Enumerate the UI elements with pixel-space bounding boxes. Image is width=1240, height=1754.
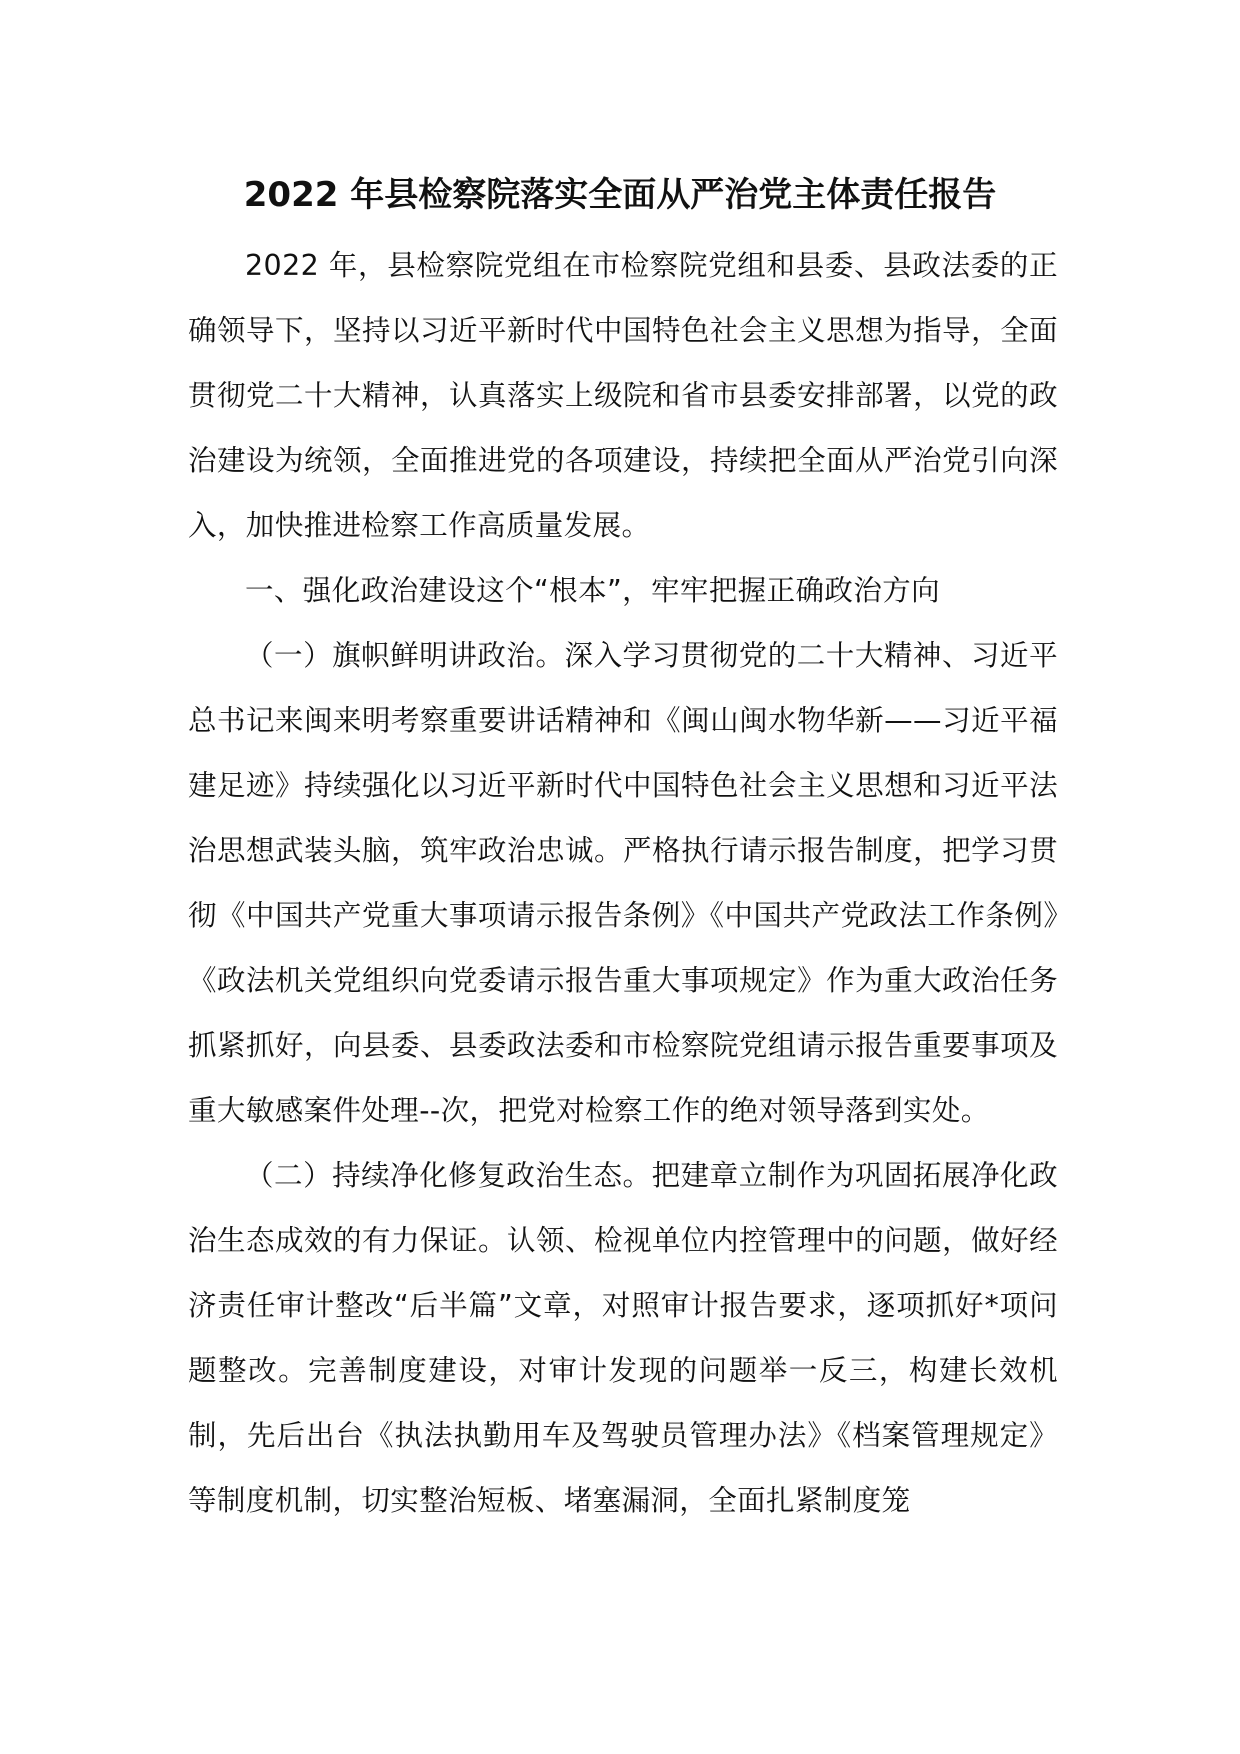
section-heading-1: 一、强化政治建设这个“根本”，牢牢把握正确政治方向 — [245, 574, 941, 607]
document-title: 2022 年县检察院落实全面从严治党主体责任报告 — [243, 175, 997, 215]
subsection-paragraph-2: （二）持续净化修复政治生态。把建章立制作为巩固拓展净化政治生态成效的有力保证。认领、检视单位内控管理中的问题，做好经济责任审计整改“后半篇”文章，对照审计报告要求，逐项抓好*项问题整改。完善制度建设，对审计发现的问题举一反三，构建长效机制，先后出台《执法执勤用车及驾驶员管理办法》《档案管理规定》等制度机制，切实整治短板、堵塞漏洞，全面扎紧制度笼 — [188, 1159, 1058, 1517]
subsection-paragraph-1: （一）旗帜鲜明讲政治。深入学习贯彻党的二十大精神、习近平总书记来闽来明考察重要讲话精神和《闽山闽水物华新——习近平福建足迹》持续强化以习近平新时代中国特色社会主义思想和习近平法治思想武装头脑，筑牢政治忠诚。严格执行请示报告制度，把学习贯彻《中国共产党重大事项请示报告条例》《中国共产党政法工作条例》《政法机关党组织向党委请示报告重大事项规定》作为重大政治任务抓紧抓好，向县委、县委政法委和市检察院党组请示报告重要事项及重大敏感案件处理--次，把党对检察工作的绝对领导落到实处。 — [188, 639, 1058, 1127]
document-body — [188, 233, 1058, 1533]
intro-paragraph: 2022 年，县检察院党组在市检察院党组和县委、县政法委的正确领导下，坚持以习近平新时代中国特色社会主义思想为指导，全面贯彻党二十大精神，认真落实上级院和省市县委安排部署，以党的政治建设为统领，全面推进党的各项建设，持续把全面从严治党引向深入，加快推进检察工作高质量发展。 — [188, 249, 1058, 542]
